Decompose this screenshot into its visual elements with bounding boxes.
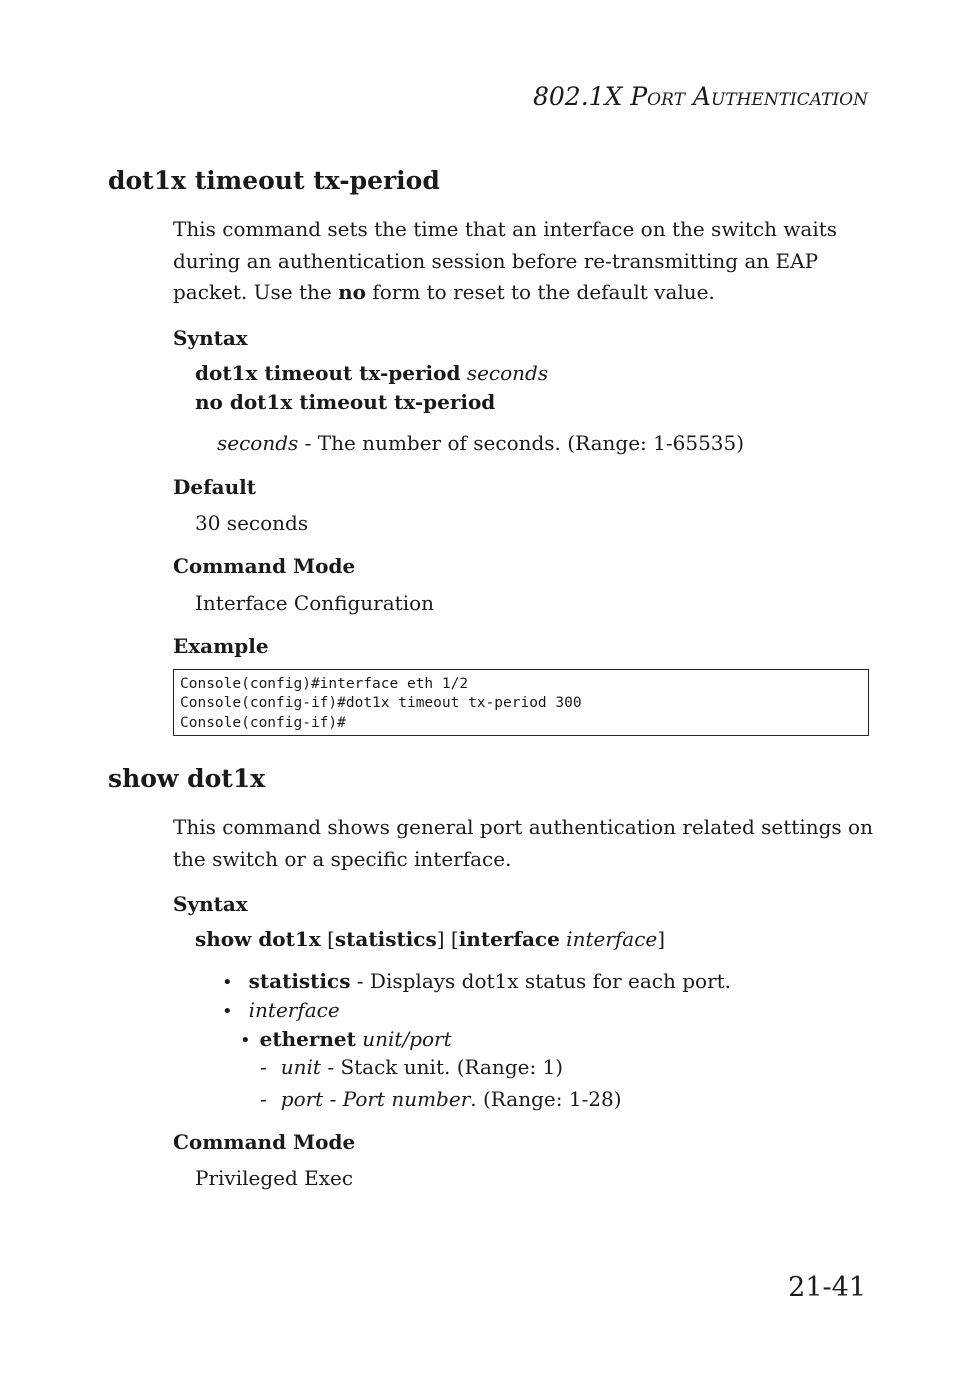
bullet-icon: • xyxy=(222,972,233,993)
section2-description: This command shows general port authentication related settings on the switch or a specific interface. xyxy=(173,815,873,871)
param-text: - The number of seconds. (Range: 1-65535) xyxy=(298,431,745,455)
bullet-parameter: unit/port xyxy=(362,1027,452,1051)
code-line: Console(config-if)#dot1x timeout tx-period 300 xyxy=(180,695,582,712)
bracket: ] xyxy=(657,927,666,951)
sub-item-unit xyxy=(260,1055,563,1079)
section1-param-description xyxy=(217,431,744,455)
section1-syntax-line-2: no dot1x timeout tx-period xyxy=(195,390,496,414)
section1-syntax-line-1 xyxy=(195,361,548,385)
running-header-initial-2: A xyxy=(684,82,711,111)
sub-item-name: unit xyxy=(280,1055,321,1079)
section1-description-end: form to reset to the default value. xyxy=(365,280,715,304)
bullet-keyword: ethernet xyxy=(259,1027,356,1051)
section1-default-value: 30 seconds xyxy=(195,511,309,535)
running-header-smallcaps-1: ORT xyxy=(647,90,685,110)
sub-item-text: . (Range: 1-28) xyxy=(470,1087,622,1111)
running-header-smallcaps-2: UTHENTICATION xyxy=(710,90,868,110)
section1-default-label: Default xyxy=(173,475,257,499)
bullet-interface xyxy=(222,998,340,1022)
section-title-tx-period: dot1x timeout tx-period xyxy=(108,166,440,195)
syntax-command: show dot1x xyxy=(195,927,321,951)
dash-icon: - xyxy=(260,1087,267,1111)
running-header xyxy=(533,82,868,111)
sub-item-text: - Stack unit. (Range: 1) xyxy=(320,1055,564,1079)
section1-description-no: no xyxy=(338,280,366,304)
code-line: Console(config)#interface eth 1/2 xyxy=(180,676,469,692)
section2-syntax-label: Syntax xyxy=(173,892,248,916)
page-number: 21-41 xyxy=(788,1272,866,1303)
bullet-icon: • xyxy=(240,1030,251,1051)
bullet-text: - Displays dot1x status for each port. xyxy=(350,969,732,993)
bullet-parameter: interface xyxy=(248,998,340,1022)
section2-syntax-line xyxy=(195,927,665,951)
code-line: Console(config-if)# xyxy=(180,714,346,731)
bullet-keyword: statistics xyxy=(248,969,351,993)
bracket: [ xyxy=(327,927,335,951)
section1-mode-value: Interface Configuration xyxy=(195,591,435,615)
section1-mode-label: Command Mode xyxy=(173,554,356,578)
syntax-keyword-statistics: statistics xyxy=(334,927,437,951)
section1-description xyxy=(173,214,873,309)
code-example-box xyxy=(173,669,869,736)
running-header-prefix: 802.1X P xyxy=(533,82,648,111)
syntax-keyword-interface: interface xyxy=(458,927,560,951)
sub-item-port xyxy=(260,1087,622,1111)
section1-syntax-label: Syntax xyxy=(173,326,248,350)
sub-item-name: port - Port number xyxy=(280,1087,471,1111)
syntax-parameter: interface xyxy=(566,927,658,951)
dash-icon: - xyxy=(260,1055,267,1079)
param-name: seconds xyxy=(217,431,299,455)
section1-description-text: This command sets the time that an interface on the switch waits during an authentication session before re-transmitting an EAP packet. Use the xyxy=(173,217,838,304)
bullet-statistics xyxy=(222,969,731,993)
section1-example-label: Example xyxy=(173,634,269,658)
section2-mode-value: Privileged Exec xyxy=(195,1166,354,1190)
bullet-icon: • xyxy=(222,1001,233,1022)
syntax-parameter: seconds xyxy=(466,361,549,385)
section2-mode-label: Command Mode xyxy=(173,1130,356,1154)
bullet-ethernet xyxy=(240,1027,452,1051)
section-title-show-dot1x: show dot1x xyxy=(108,764,266,793)
bracket: ] [ xyxy=(436,927,459,951)
syntax-command: dot1x timeout tx-period xyxy=(195,361,461,385)
